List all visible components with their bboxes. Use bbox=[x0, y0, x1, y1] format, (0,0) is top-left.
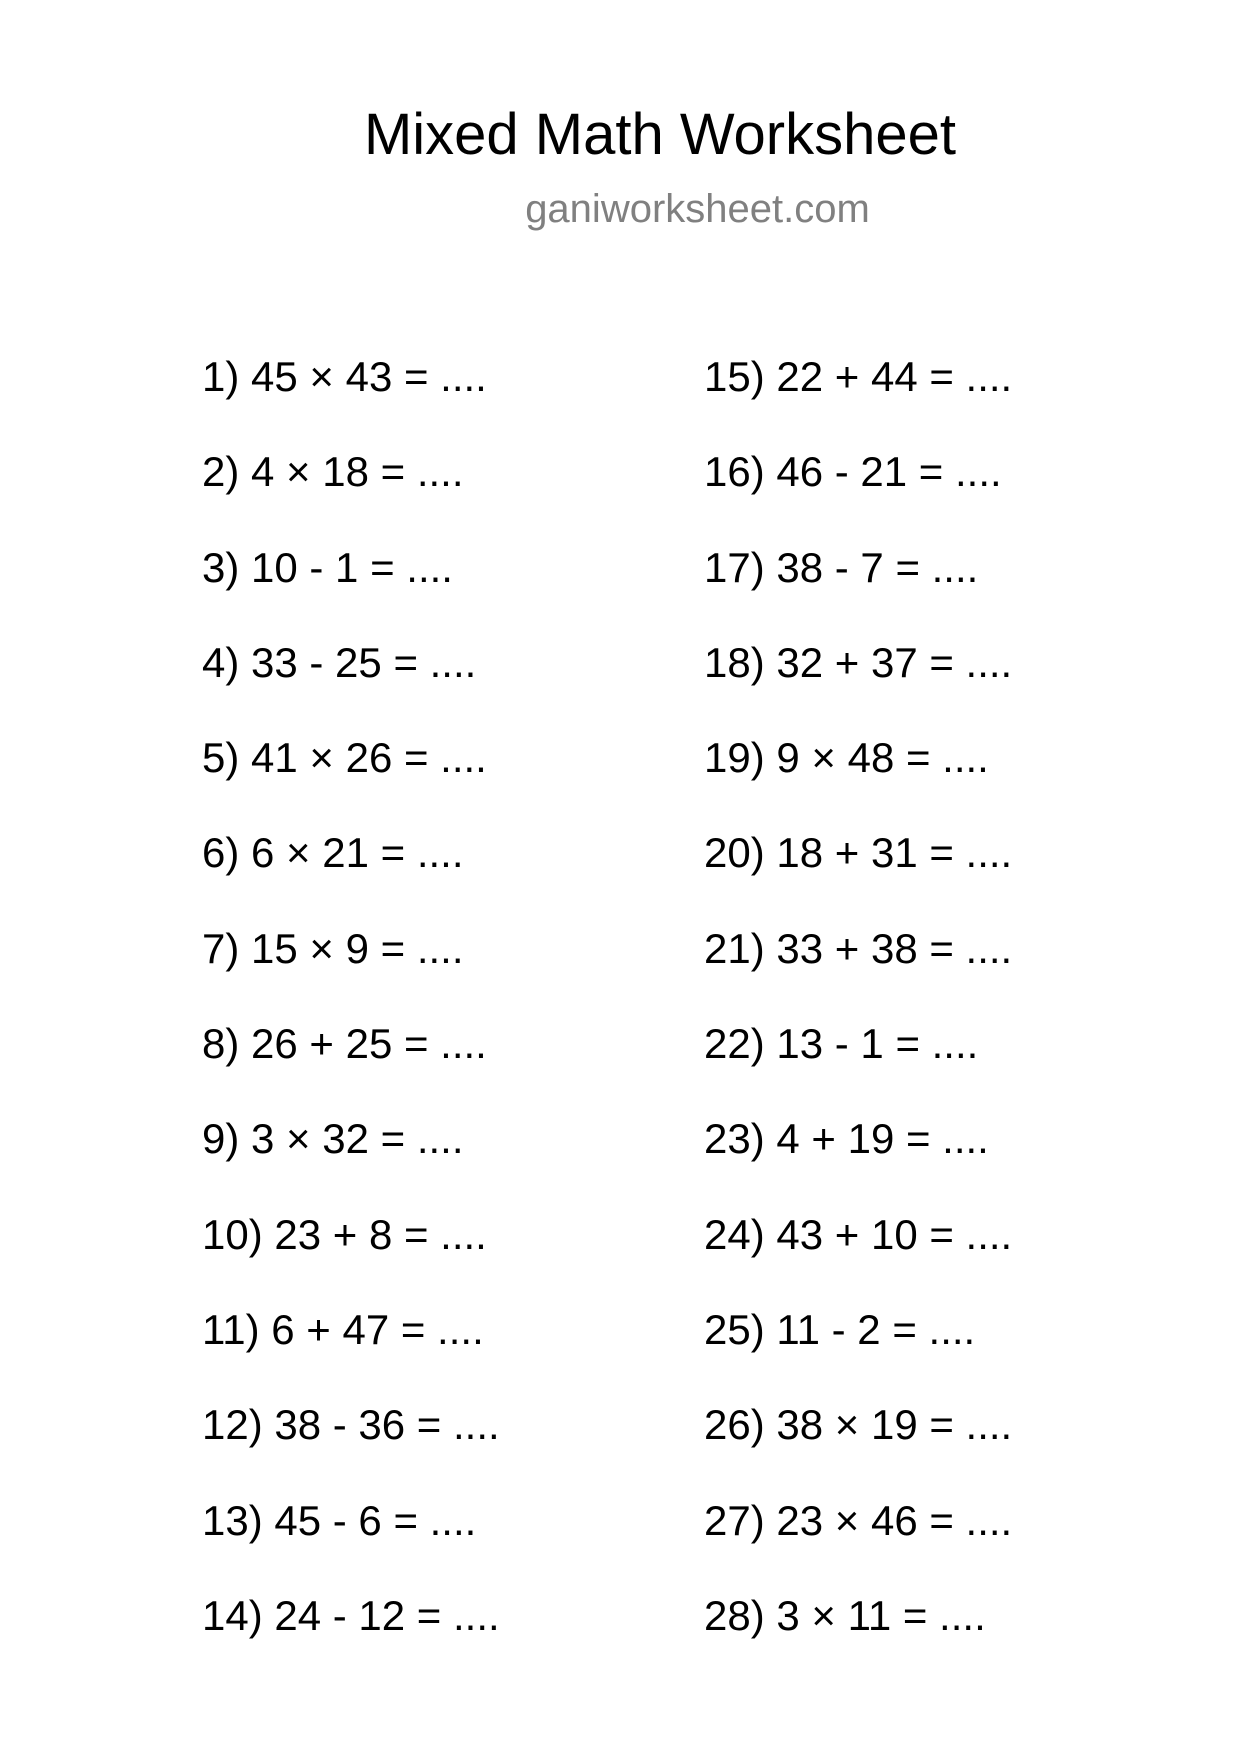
problem-item: 5) 41 × 26 = .... bbox=[202, 734, 487, 782]
problem-list-left bbox=[202, 352, 500, 1686]
problem-item: 1) 45 × 43 = .... bbox=[202, 353, 487, 400]
problem-item: 21) 33 + 38 = .... bbox=[704, 924, 1013, 972]
problem-item: 8) 26 + 25 = .... bbox=[202, 1020, 487, 1068]
problem-item: 4) 33 - 25 = .... bbox=[202, 638, 477, 686]
worksheet-title: Mixed Math Worksheet bbox=[363, 102, 957, 167]
problem-item: 20) 18 + 31 = .... bbox=[704, 829, 1013, 877]
problem-item: 25) 11 - 2 = .... bbox=[704, 1305, 976, 1353]
problem-item: 22) 13 - 1 = .... bbox=[704, 1020, 979, 1068]
problem-item: 11) 6 + 47 = .... bbox=[202, 1305, 484, 1353]
problem-item: 2) 4 × 18 = .... bbox=[202, 448, 464, 496]
problem-item: 26) 38 × 19 = .... bbox=[704, 1401, 1013, 1449]
problem-item: 28) 3 × 11 = .... bbox=[704, 1591, 986, 1639]
site-name: ganiworksheet.com bbox=[525, 187, 870, 231]
problem-item: 17) 38 - 7 = .... bbox=[704, 543, 979, 591]
problem-item: 6) 6 × 21 = .... bbox=[202, 829, 464, 877]
problem-item: 27) 23 × 46 = .... bbox=[704, 1496, 1013, 1544]
problem-item: 19) 9 × 48 = .... bbox=[704, 734, 989, 782]
problem-item: 14) 24 - 12 = .... bbox=[202, 1591, 500, 1639]
problem-item: 23) 4 + 19 = .... bbox=[704, 1115, 989, 1163]
problem-item: 3) 10 - 1 = .... bbox=[202, 543, 453, 591]
problem-item: 10) 23 + 8 = .... bbox=[202, 1210, 487, 1258]
problem-item: 13) 45 - 6 = .... bbox=[202, 1496, 477, 1544]
problem-item: 16) 46 - 21 = .... bbox=[704, 448, 1002, 496]
problem-item: 7) 15 × 9 = .... bbox=[202, 924, 464, 972]
problem-item: 12) 38 - 36 = .... bbox=[202, 1401, 500, 1449]
problem-item: 18) 32 + 37 = .... bbox=[704, 638, 1013, 686]
problem-item: 9) 3 × 32 = .... bbox=[202, 1115, 464, 1163]
problem-item: 24) 43 + 10 = .... bbox=[704, 1210, 1013, 1258]
problem-item: 15) 22 + 44 = .... bbox=[704, 353, 1013, 400]
problem-list-right bbox=[704, 352, 1012, 1686]
